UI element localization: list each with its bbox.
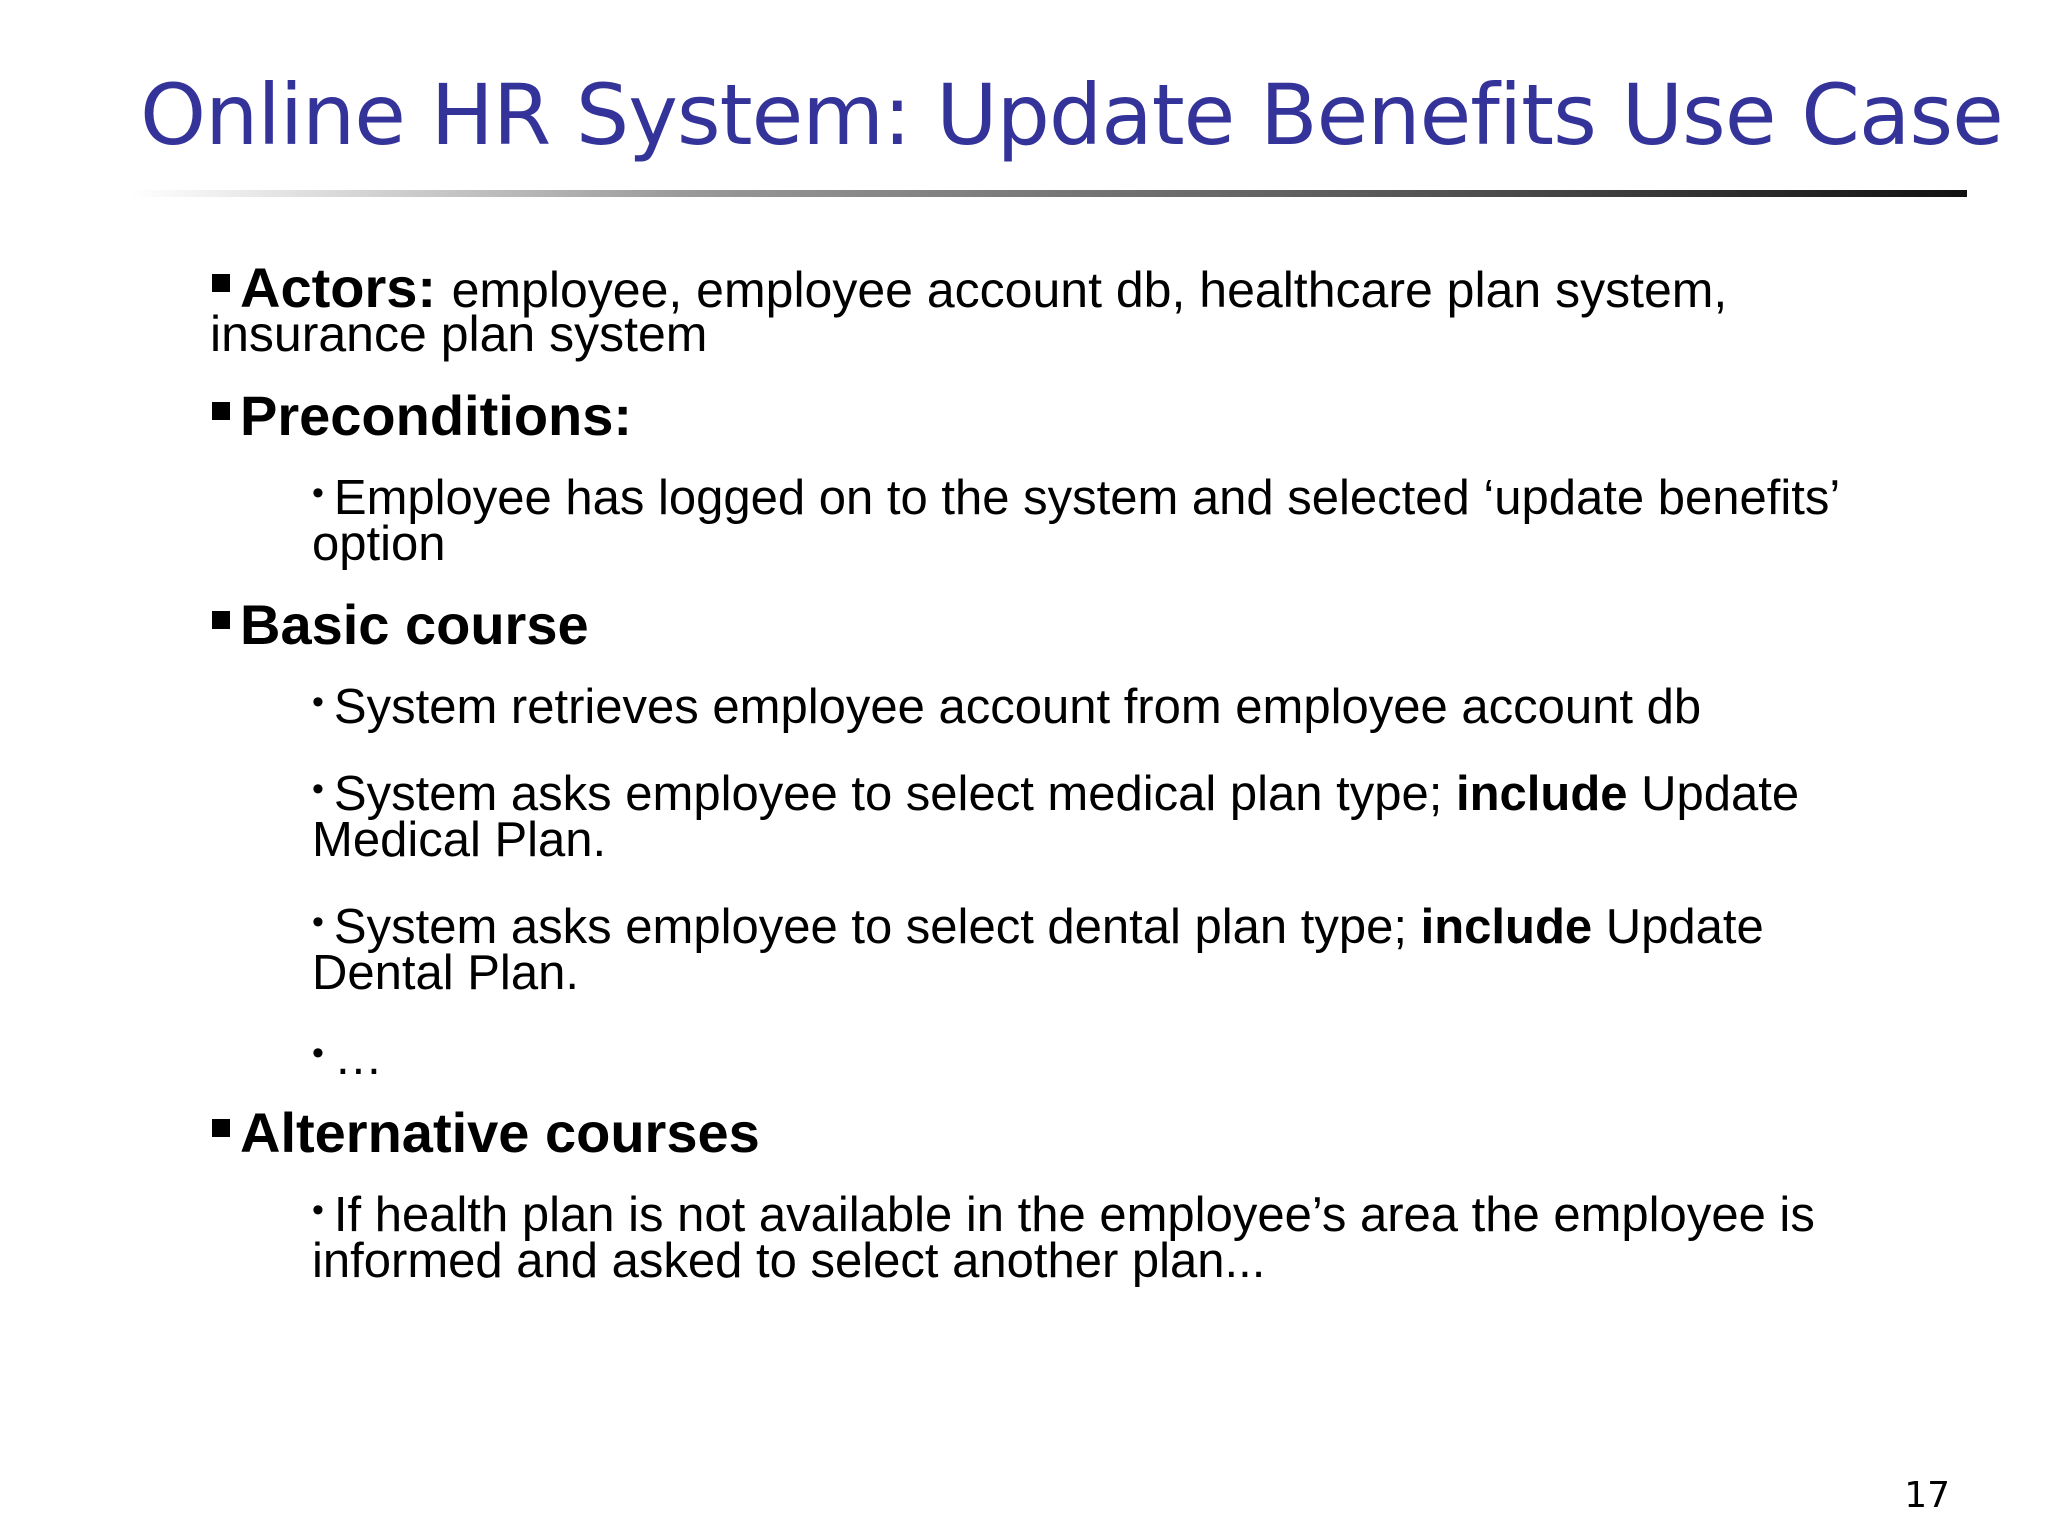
list-item: • If health plan is not available in the employee’s area the employee is informed and asked to select another plan... — [312, 1188, 1815, 1288]
slide-content — [210, 258, 1970, 1286]
alternative-courses-list — [210, 1185, 1970, 1286]
list-item: • … — [312, 1031, 383, 1085]
bullet-dot-icon: • — [312, 770, 324, 808]
bullet-dot-icon: • — [312, 1034, 324, 1072]
square-bullet-icon — [212, 402, 230, 420]
preconditions-heading: Preconditions: — [240, 384, 633, 447]
bullet-dot-icon: • — [312, 903, 324, 941]
title-divider — [130, 190, 1967, 197]
alternative-courses-heading: Alternative courses — [240, 1101, 760, 1164]
preconditions-list — [210, 468, 1970, 569]
actors-text-continuation: insurance plan system — [210, 306, 708, 362]
actors-heading: Actors: — [240, 256, 437, 319]
section-alternative-courses — [210, 1103, 1970, 1286]
basic-course-heading: Basic course — [240, 593, 589, 656]
section-preconditions — [210, 386, 1970, 569]
slide-title: Online HR System: Update Benefits Use Case — [140, 66, 2003, 164]
bullet-dot-icon: • — [312, 474, 324, 512]
page-number: 17 — [1904, 1475, 1950, 1516]
actors-text: employee, employee account db, healthcare plan system, — [451, 262, 1728, 318]
list-item: • System asks employee to select dental plan type; include Update Dental Plan. — [312, 900, 1764, 1000]
basic-course-list — [210, 677, 1970, 1083]
section-actors — [210, 256, 1970, 362]
section-basic-course — [210, 595, 1970, 1083]
square-bullet-icon — [212, 274, 230, 292]
list-item: • System asks employee to select medical plan type; include Update Medical Plan. — [312, 767, 1800, 867]
bullet-dot-icon: • — [312, 683, 324, 721]
square-bullet-icon — [212, 611, 230, 629]
list-item: • Employee has logged on to the system and selected ‘update benefits’ option — [312, 471, 1841, 571]
square-bullet-icon — [212, 1119, 230, 1137]
bullet-dot-icon: • — [312, 1191, 324, 1229]
list-item: • System retrieves employee account from employee account db — [312, 680, 1702, 734]
